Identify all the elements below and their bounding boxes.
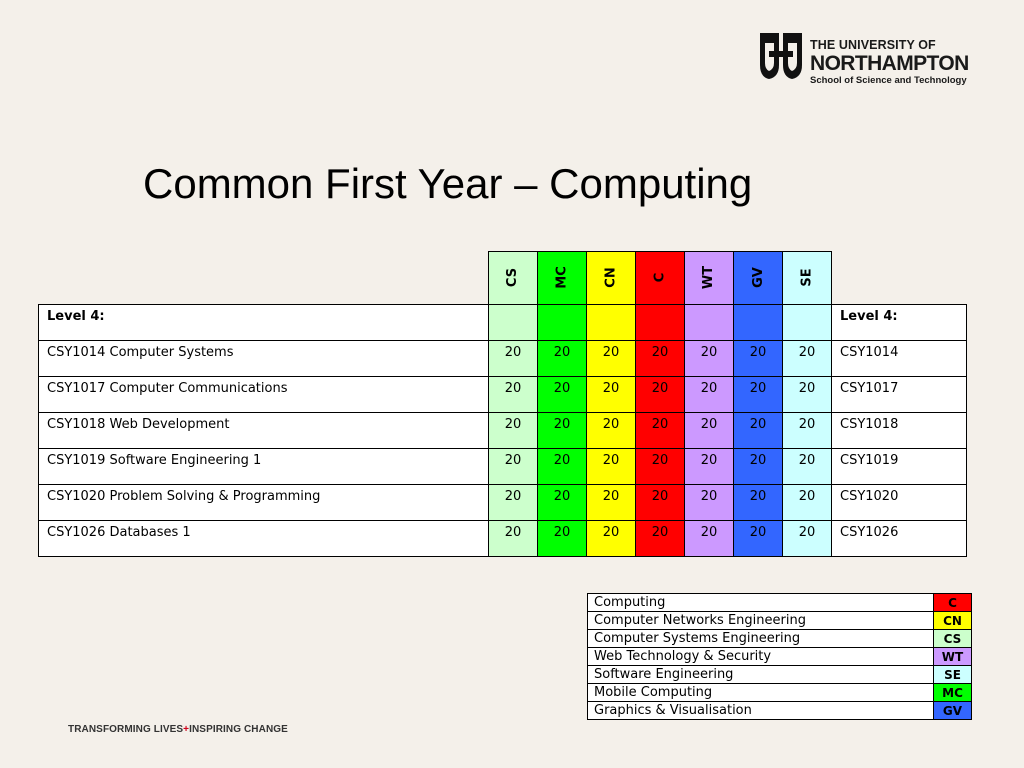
credit-cell-se: 20 [783, 484, 832, 520]
module-code: CSY1018 [832, 412, 967, 448]
module-name: CSY1018 Web Development [39, 412, 489, 448]
header-spacer-left [39, 252, 489, 305]
credit-cell-cn: 20 [587, 376, 636, 412]
credit-cell-cn: 20 [587, 520, 636, 556]
table-row [39, 340, 967, 376]
module-name: CSY1017 Computer Communications [39, 376, 489, 412]
credit-cell-wt: 20 [685, 412, 734, 448]
credit-cell-cs: 20 [489, 340, 538, 376]
credit-cell-se: 20 [783, 448, 832, 484]
pathway-header-se: SE [783, 252, 832, 305]
credit-cell-c: 20 [636, 484, 685, 520]
footer-plus: + [183, 724, 190, 735]
pathway-header-mc: MC [538, 252, 587, 305]
legend-pathway-code: MC [934, 684, 972, 702]
credit-cell-wt: 20 [685, 448, 734, 484]
module-name: CSY1026 Databases 1 [39, 520, 489, 556]
table-row [39, 448, 967, 484]
pathway-legend [587, 593, 972, 720]
credit-cell-cs: 20 [489, 520, 538, 556]
legend-row [588, 648, 972, 666]
credit-cell-mc: 20 [538, 340, 587, 376]
table-row [39, 484, 967, 520]
module-name: CSY1014 Computer Systems [39, 340, 489, 376]
credit-cell-c: 20 [636, 520, 685, 556]
legend-pathway-name: Computer Networks Engineering [588, 612, 934, 630]
legend-pathway-code: SE [934, 666, 972, 684]
module-rows [39, 340, 967, 556]
table-row [39, 412, 967, 448]
module-code: CSY1019 [832, 448, 967, 484]
footer-tagline [68, 724, 288, 735]
module-code: CSY1026 [832, 520, 967, 556]
module-code: CSY1014 [832, 340, 967, 376]
credit-cell-se: 20 [783, 412, 832, 448]
legend-row [588, 666, 972, 684]
module-table [38, 251, 967, 557]
legend-pathway-name: Software Engineering [588, 666, 934, 684]
module-code: CSY1017 [832, 376, 967, 412]
pathway-header-row [39, 252, 967, 305]
credit-cell-cs: 20 [489, 448, 538, 484]
legend-row [588, 612, 972, 630]
level-label-left: Level 4: [39, 304, 489, 340]
credit-cell-gv: 20 [734, 412, 783, 448]
legend-pathway-name: Computing [588, 594, 934, 612]
credit-cell-mc: 20 [538, 520, 587, 556]
legend-pathway-code: CN [934, 612, 972, 630]
credit-cell-mc: 20 [538, 484, 587, 520]
footer-left: TRANSFORMING LIVES [68, 724, 184, 735]
level-cell-gv [734, 304, 783, 340]
pathway-header-cs: CS [489, 252, 538, 305]
legend-pathway-name: Computer Systems Engineering [588, 630, 934, 648]
page-title: Common First Year – Computing [143, 160, 753, 207]
level-cell-se [783, 304, 832, 340]
level-cell-mc [538, 304, 587, 340]
legend-row [588, 630, 972, 648]
legend-row [588, 594, 972, 612]
logo-line-university: THE UNIVERSITY OF [810, 38, 936, 52]
legend-pathway-name: Web Technology & Security [588, 648, 934, 666]
level-cell-cn [587, 304, 636, 340]
module-code: CSY1020 [832, 484, 967, 520]
credit-cell-se: 20 [783, 376, 832, 412]
header-spacer-right [832, 252, 967, 305]
logo-line-northampton: NORTHAMPTON [810, 51, 969, 75]
credit-cell-wt: 20 [685, 484, 734, 520]
credit-cell-mc: 20 [538, 412, 587, 448]
table-row [39, 376, 967, 412]
legend-rows [588, 594, 972, 720]
credit-cell-c: 20 [636, 448, 685, 484]
level-label-right: Level 4: [832, 304, 967, 340]
footer-right: INSPIRING CHANGE [189, 724, 288, 735]
university-logo [757, 27, 977, 91]
legend-pathway-code: GV [934, 702, 972, 720]
credit-cell-gv: 20 [734, 448, 783, 484]
module-name: CSY1019 Software Engineering 1 [39, 448, 489, 484]
credit-cell-wt: 20 [685, 520, 734, 556]
credit-cell-gv: 20 [734, 376, 783, 412]
credit-cell-mc: 20 [538, 376, 587, 412]
credit-cell-gv: 20 [734, 340, 783, 376]
pathway-header-c: C [636, 252, 685, 305]
credit-cell-cn: 20 [587, 412, 636, 448]
level-cell-c [636, 304, 685, 340]
module-name: CSY1020 Problem Solving & Programming [39, 484, 489, 520]
credit-cell-mc: 20 [538, 448, 587, 484]
credit-cell-cs: 20 [489, 484, 538, 520]
legend-row [588, 684, 972, 702]
level-cell-cs [489, 304, 538, 340]
legend-pathway-name: Mobile Computing [588, 684, 934, 702]
credit-cell-cn: 20 [587, 448, 636, 484]
credit-cell-se: 20 [783, 340, 832, 376]
credit-cell-c: 20 [636, 376, 685, 412]
pathway-header-cn: CN [587, 252, 636, 305]
legend-pathway-name: Graphics & Visualisation [588, 702, 934, 720]
credit-cell-c: 20 [636, 340, 685, 376]
credit-cell-cs: 20 [489, 376, 538, 412]
legend-pathway-code: C [934, 594, 972, 612]
credit-cell-se: 20 [783, 520, 832, 556]
credit-cell-wt: 20 [685, 376, 734, 412]
credit-cell-cs: 20 [489, 412, 538, 448]
table-row [39, 520, 967, 556]
level-cell-wt [685, 304, 734, 340]
level-row [39, 304, 967, 340]
pathway-header-gv: GV [734, 252, 783, 305]
credit-cell-c: 20 [636, 412, 685, 448]
legend-row [588, 702, 972, 720]
credit-cell-cn: 20 [587, 484, 636, 520]
pathway-header-wt: WT [685, 252, 734, 305]
credit-cell-wt: 20 [685, 340, 734, 376]
credit-cell-gv: 20 [734, 520, 783, 556]
university-crest-icon [757, 29, 805, 81]
credit-cell-cn: 20 [587, 340, 636, 376]
legend-pathway-code: WT [934, 648, 972, 666]
credit-cell-gv: 20 [734, 484, 783, 520]
legend-pathway-code: CS [934, 630, 972, 648]
logo-line-school: School of Science and Technology [810, 74, 967, 86]
